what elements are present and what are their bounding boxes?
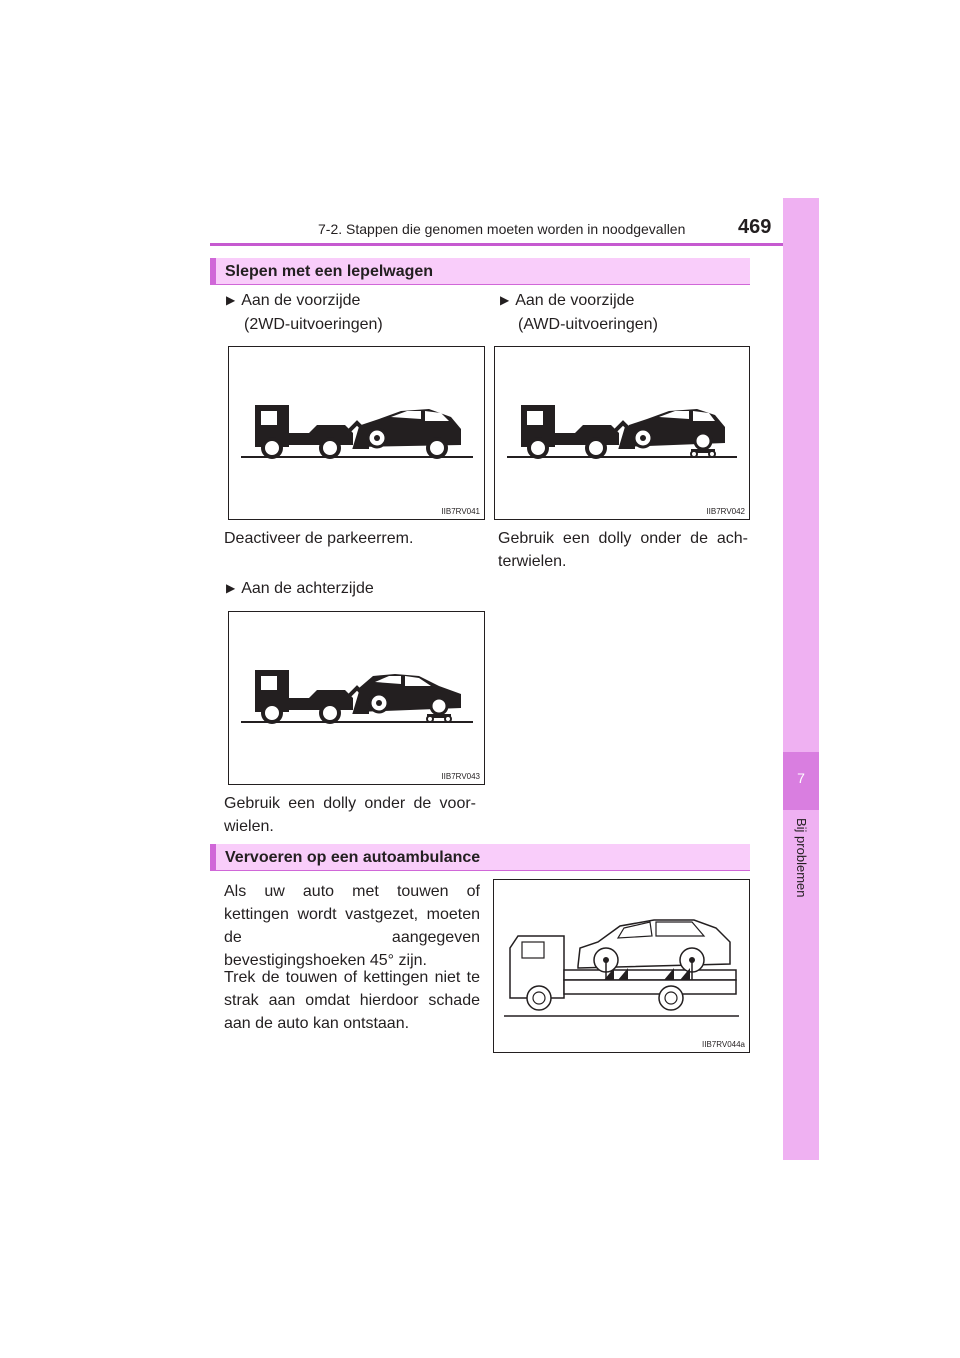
tow-truck-front-2wd-illustration [229, 347, 486, 521]
bullet-text: Aan de voorzijde [241, 292, 361, 309]
caption-line1: Gebruik een dolly onder de ach- [498, 530, 748, 547]
page-number: 469 [738, 216, 772, 238]
bullet-text: Aan de achterzijde [241, 580, 374, 597]
bullet-rear [226, 577, 374, 601]
paragraph-tension-warning: Trek de touwen of kettingen niet te strak aan omdat hierdoor schade aan de auto kan ontstaan. [224, 969, 480, 1032]
caption-line2: terwielen. [498, 553, 567, 570]
figure-code: IIB7RV044a [702, 1040, 745, 1049]
bullet-front-2wd [226, 289, 383, 336]
caption-front-awd [498, 527, 748, 573]
side-tab [783, 198, 819, 1160]
car-transporter-illustration [494, 880, 751, 1054]
figure-code: IIB7RV043 [441, 772, 480, 781]
paragraph-attachment-angle: Als uw auto met touwen of kettingen wordt vastgezet, moeten de aangegeven bevestigingshoeken 45° zijn. [224, 883, 480, 969]
section-heading-car-transporter: Vervoeren op een autoambulance [210, 844, 750, 871]
caption-rear [224, 792, 476, 838]
triangle-bullet-icon: ▶ [226, 581, 236, 595]
section-heading-tow-truck: Slepen met een lepelwagen [210, 258, 750, 285]
tow-truck-front-awd-illustration [495, 347, 751, 521]
side-chapter-label: Bij problemen [794, 818, 809, 898]
figure-tow-rear [228, 611, 485, 785]
figure-code: IIB7RV041 [441, 507, 480, 516]
bullet-front-awd [500, 289, 658, 336]
figure-tow-front-awd [494, 346, 750, 520]
bullet-text: Aan de voorzijde [515, 292, 635, 309]
triangle-bullet-icon: ▶ [500, 293, 510, 307]
triangle-bullet-icon: ▶ [226, 293, 236, 307]
side-chapter-number: 7 [797, 770, 805, 786]
caption-line1: Gebruik een dolly onder de voor- [224, 795, 476, 812]
tow-truck-rear-illustration [229, 612, 486, 786]
bullet-text-line2: (AWD-uitvoeringen) [518, 316, 658, 333]
bullet-text-line2: (2WD-uitvoeringen) [244, 316, 383, 333]
header-title: 7-2. Stappen die genomen moeten worden in noodgevallen [318, 221, 686, 237]
figure-car-transporter [493, 879, 750, 1053]
caption-front-2wd: Deactiveer de parkeerrem. [224, 530, 414, 547]
figure-code: IIB7RV042 [706, 507, 745, 516]
caption-line2: wielen. [224, 818, 274, 835]
header-rule [210, 243, 818, 246]
figure-tow-front-2wd [228, 346, 485, 520]
